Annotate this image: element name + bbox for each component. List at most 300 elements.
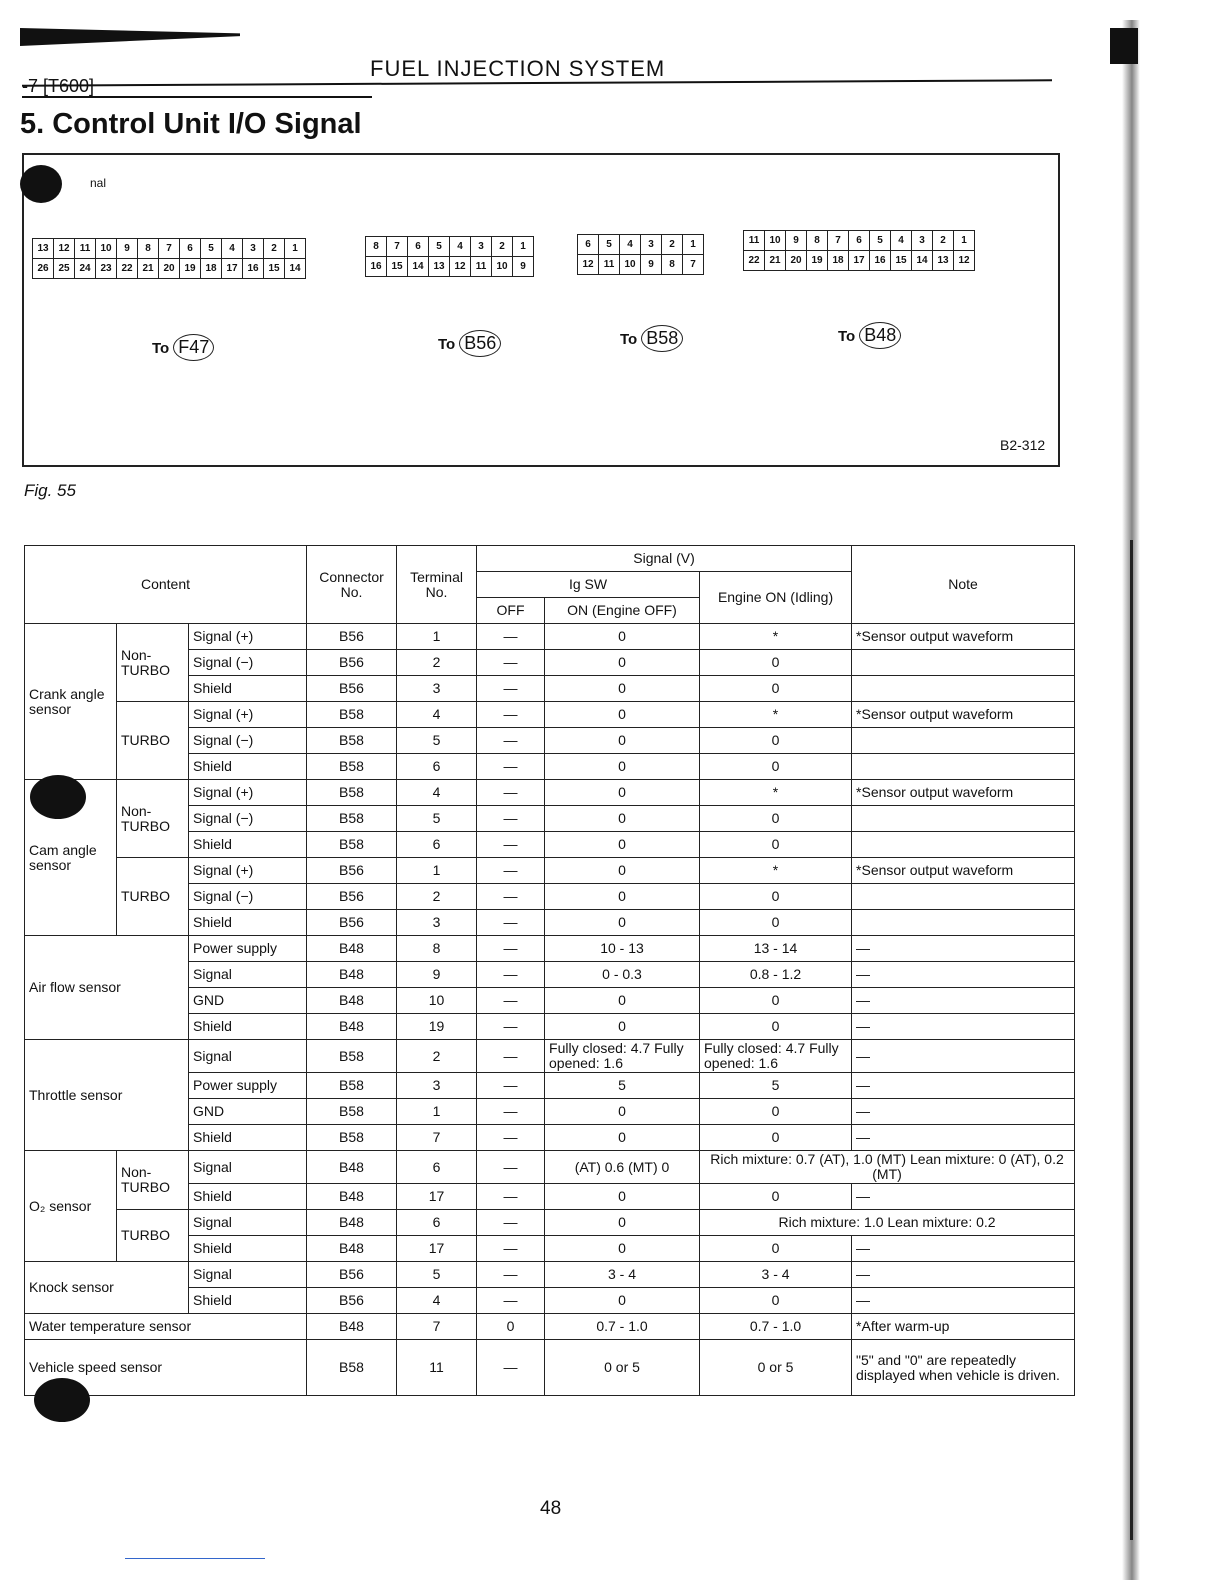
pin-cell: 2 [492,237,513,257]
pin-cell: 11 [75,239,96,259]
pin-cell: 14 [285,259,306,279]
note [852,650,1075,676]
table-row [25,1262,1075,1288]
group-airflow: Air flow sensor [25,936,189,1040]
off: — [477,754,545,780]
eng: 0 [700,806,852,832]
conn: B56 [307,650,397,676]
term: 7 [397,1125,477,1151]
conn: B58 [307,832,397,858]
pin-cell: 11 [471,257,492,277]
conn: B56 [307,884,397,910]
pin-cell: 17 [849,251,870,271]
table-row [25,1210,1075,1236]
item: Signal (−) [189,806,307,832]
item: Signal (−) [189,650,307,676]
off: — [477,1210,545,1236]
on: 0 [545,1210,700,1236]
eng: * [700,858,852,884]
eng: 0 [700,1099,852,1125]
on: 10 - 13 [545,936,700,962]
connector-id: B58 [641,325,683,352]
off: — [477,910,545,936]
group-o2: O₂ sensor [25,1151,117,1262]
page-number: 48 [540,1498,562,1519]
item: GND [189,1099,307,1125]
pin-cell: 1 [683,235,704,255]
on: 3 - 4 [545,1262,700,1288]
off: — [477,832,545,858]
note [852,754,1075,780]
note: — [852,936,1075,962]
pin-cell: 8 [366,237,387,257]
figure-caption: Fig. 55 [24,481,76,500]
eng: 0 [700,1184,852,1210]
connector-b56-top-row [366,237,534,257]
header-connector: Connector No. [307,546,397,624]
conn: B58 [307,1073,397,1099]
pin-cell: 6 [849,231,870,251]
pin-cell: 10 [492,257,513,277]
term: 4 [397,1288,477,1314]
scan-edge-line [1130,540,1133,1540]
term: 8 [397,936,477,962]
eng: * [700,780,852,806]
connector-b58-bottom-row [578,255,704,275]
term: 2 [397,650,477,676]
on: 0 [545,884,700,910]
note: — [852,1184,1075,1210]
conn: B48 [307,962,397,988]
term: 1 [397,858,477,884]
off: — [477,1099,545,1125]
off: — [477,884,545,910]
note: — [852,1288,1075,1314]
on: 0 [545,1099,700,1125]
item: Signal (+) [189,858,307,884]
term: 6 [397,1151,477,1184]
term: 17 [397,1236,477,1262]
term: 3 [397,1073,477,1099]
pin-cell: 4 [891,231,912,251]
on: 0 [545,1184,700,1210]
eng-note-merged: Rich mixture: 0.7 (AT), 1.0 (MT) Lean mixture: 0 (AT), 0.2 (MT) [700,1151,1075,1184]
on: 0 [545,1125,700,1151]
subgroup-turbo: TURBO [117,858,189,936]
pin-cell: 24 [75,259,96,279]
group-cam: Cam angle sensor [25,780,117,936]
table-row [25,1040,1075,1073]
off: — [477,702,545,728]
pin-cell: 25 [54,259,75,279]
conn: B56 [307,858,397,884]
group-crank: Crank angle sensor [25,624,117,780]
item: Shield [189,832,307,858]
to-b48-label [838,322,901,349]
item: Power supply [189,1073,307,1099]
term: 9 [397,962,477,988]
scan-edge-mark [1110,28,1138,64]
on: 5 [545,1073,700,1099]
pin-cell: 8 [138,239,159,259]
header-row [25,546,1075,572]
pin-cell: 20 [159,259,180,279]
pin-cell: 1 [954,231,975,251]
header-content: Content [25,546,307,624]
group-speed: Vehicle speed sensor [25,1340,307,1396]
conn: B58 [307,702,397,728]
off: — [477,624,545,650]
pin-cell: 23 [96,259,117,279]
off: — [477,1184,545,1210]
connector-id: B56 [459,330,501,357]
note [852,728,1075,754]
off: — [477,806,545,832]
item: GND [189,988,307,1014]
header-igsw: Ig SW [477,572,700,598]
connector-id: F47 [173,334,214,361]
eng-note-merged: Rich mixture: 1.0 Lean mixture: 0.2 [700,1210,1075,1236]
conn: B58 [307,780,397,806]
connector-figure [22,153,1060,467]
note: *Sensor output waveform [852,858,1075,884]
pin-cell: 2 [264,239,285,259]
table-row [25,780,1075,806]
table-row [25,624,1075,650]
conn: B48 [307,936,397,962]
term: 6 [397,1210,477,1236]
pin-cell: 12 [450,257,471,277]
note: — [852,1099,1075,1125]
connector-b58 [577,234,704,275]
off: — [477,1340,545,1396]
note [852,806,1075,832]
pin-cell: 2 [933,231,954,251]
term: 1 [397,1099,477,1125]
table-row [25,1340,1075,1396]
eng: * [700,624,852,650]
group-knock: Knock sensor [25,1262,189,1314]
pin-cell: 9 [513,257,534,277]
eng: 13 - 14 [700,936,852,962]
to-b56-label [438,330,501,357]
pin-cell: 8 [662,255,683,275]
table-row [25,858,1075,884]
eng: 3 - 4 [700,1262,852,1288]
off: — [477,1014,545,1040]
connector-f47 [32,238,306,279]
pin-cell: 18 [828,251,849,271]
conn: B48 [307,1236,397,1262]
note: — [852,1262,1075,1288]
punch-hole [30,775,86,819]
conn: B58 [307,806,397,832]
item: Shield [189,1014,307,1040]
pin-cell: 14 [912,251,933,271]
eng: 0 [700,1125,852,1151]
section-title: 5. Control Unit I/O Signal [20,108,362,140]
eng: 0 [700,1236,852,1262]
item: Signal (+) [189,780,307,806]
on: 0 [545,1288,700,1314]
conn: B56 [307,676,397,702]
connector-b48-top-row [744,231,975,251]
pin-cell: 11 [599,255,620,275]
punch-hole [20,165,62,203]
conn: B48 [307,1151,397,1184]
note [852,676,1075,702]
conn: B56 [307,910,397,936]
subgroup-nonturbo: Non-TURBO [117,780,189,858]
connector-f47-bottom-row [33,259,306,279]
note [852,884,1075,910]
eng: 5 [700,1073,852,1099]
conn: B48 [307,1014,397,1040]
note: — [852,962,1075,988]
pin-cell: 3 [471,237,492,257]
item: Shield [189,754,307,780]
eng: 0 [700,650,852,676]
conn: B58 [307,1040,397,1073]
header-bar [20,28,240,46]
conn: B58 [307,754,397,780]
off: — [477,858,545,884]
note: — [852,1014,1075,1040]
pin-cell: 9 [117,239,138,259]
note: *Sensor output waveform [852,780,1075,806]
pin-cell: 16 [366,257,387,277]
off: — [477,936,545,962]
item: Shield [189,1288,307,1314]
note [852,910,1075,936]
pin-cell: 6 [408,237,429,257]
term: 10 [397,988,477,1014]
conn: B48 [307,1184,397,1210]
note [852,832,1075,858]
note: — [852,1125,1075,1151]
group-water: Water temperature sensor [25,1314,307,1340]
item: Power supply [189,936,307,962]
conn: B56 [307,1262,397,1288]
pin-cell: 10 [96,239,117,259]
pin-cell: 12 [54,239,75,259]
off: 0 [477,1314,545,1340]
item: Signal (+) [189,624,307,650]
item: Signal [189,1210,307,1236]
eng: 0 [700,1288,852,1314]
pin-cell: 12 [578,255,599,275]
term: 6 [397,754,477,780]
eng: 0 or 5 [700,1340,852,1396]
off: — [477,1236,545,1262]
pin-cell: 5 [429,237,450,257]
connector-b48 [743,230,975,271]
pin-cell: 3 [641,235,662,255]
item: Signal (−) [189,884,307,910]
pin-cell: 21 [138,259,159,279]
on: 0 [545,780,700,806]
item: Signal [189,962,307,988]
header-terminal: Terminal No. [397,546,477,624]
pin-cell: 9 [786,231,807,251]
note: — [852,1073,1075,1099]
on: 0 [545,728,700,754]
connector-b56-bottom-row [366,257,534,277]
punch-hole [34,1378,90,1422]
bottom-rule [125,1558,265,1559]
eng: 0.8 - 1.2 [700,962,852,988]
pin-cell: 4 [450,237,471,257]
on: 0 [545,806,700,832]
pin-cell: 4 [222,239,243,259]
header-signal: Signal (V) [477,546,852,572]
pin-cell: 5 [599,235,620,255]
pin-cell: 5 [870,231,891,251]
conn: B58 [307,1340,397,1396]
on: 0 or 5 [545,1340,700,1396]
eng: 0 [700,910,852,936]
eng: 0 [700,988,852,1014]
on: 0 [545,858,700,884]
eng: 0 [700,1014,852,1040]
item: Signal (−) [189,728,307,754]
conn: B48 [307,1210,397,1236]
pin-cell: 2 [662,235,683,255]
term: 4 [397,780,477,806]
term: 17 [397,1184,477,1210]
item: Signal (+) [189,702,307,728]
term: 2 [397,884,477,910]
off: — [477,1288,545,1314]
pin-cell: 8 [807,231,828,251]
note: — [852,988,1075,1014]
header-on: ON (Engine OFF) [545,598,700,624]
to-f47-label [152,334,214,361]
header-off: OFF [477,598,545,624]
group-throttle: Throttle sensor [25,1040,189,1151]
on: 0 [545,624,700,650]
term: 3 [397,910,477,936]
off: — [477,1151,545,1184]
off: — [477,650,545,676]
pin-cell: 4 [620,235,641,255]
pin-cell: 1 [285,239,306,259]
pin-cell: 15 [264,259,285,279]
eng: 0 [700,728,852,754]
eng: 0.7 - 1.0 [700,1314,852,1340]
pin-cell: 1 [513,237,534,257]
item: Shield [189,910,307,936]
conn: B58 [307,728,397,754]
connector-id: B48 [859,322,901,349]
pin-cell: 19 [807,251,828,271]
item: Shield [189,676,307,702]
off: — [477,1262,545,1288]
off: — [477,988,545,1014]
pin-cell: 7 [828,231,849,251]
to-word: To [838,328,856,345]
table-row [25,1314,1075,1340]
pin-cell: 26 [33,259,54,279]
item: Shield [189,1184,307,1210]
eng: Fully closed: 4.7 Fully opened: 1.6 [700,1040,852,1073]
eng: 0 [700,676,852,702]
pin-cell: 22 [117,259,138,279]
term: 6 [397,832,477,858]
note: *Sensor output waveform [852,702,1075,728]
item: Signal [189,1151,307,1184]
off: — [477,676,545,702]
pin-cell: 16 [243,259,264,279]
off: — [477,1125,545,1151]
pin-cell: 14 [408,257,429,277]
pin-cell: 10 [765,231,786,251]
term: 4 [397,702,477,728]
off: — [477,1040,545,1073]
term: 11 [397,1340,477,1396]
table-row [25,1151,1075,1184]
item: Shield [189,1125,307,1151]
subgroup-turbo: TURBO [117,702,189,780]
pin-cell: 21 [765,251,786,271]
note: — [852,1040,1075,1073]
on: 0 [545,1236,700,1262]
on: 0 [545,754,700,780]
pin-cell: 9 [641,255,662,275]
on: Fully closed: 4.7 Fully opened: 1.6 [545,1040,700,1073]
note: *Sensor output waveform [852,624,1075,650]
table-row [25,702,1075,728]
on: 0 [545,1014,700,1040]
conn: B48 [307,1314,397,1340]
term: 3 [397,676,477,702]
pin-cell: 13 [933,251,954,271]
on: 0 [545,988,700,1014]
conn: B56 [307,624,397,650]
term: 19 [397,1014,477,1040]
on: 0 [545,832,700,858]
pin-cell: 16 [870,251,891,271]
on: 0 - 0.3 [545,962,700,988]
to-word: To [620,331,638,348]
pin-cell: 15 [387,257,408,277]
note: *After warm-up [852,1314,1075,1340]
to-b58-label [620,325,683,352]
off: — [477,780,545,806]
eng: * [700,702,852,728]
to-word: To [438,336,456,353]
pin-cell: 7 [159,239,180,259]
term: 7 [397,1314,477,1340]
connector-b56 [365,236,534,277]
pin-cell: 12 [954,251,975,271]
pin-cell: 5 [201,239,222,259]
subgroup-turbo: TURBO [117,1210,189,1262]
off: — [477,962,545,988]
term: 5 [397,728,477,754]
header-engine-on: Engine ON (Idling) [700,572,852,624]
item: Signal [189,1262,307,1288]
pin-cell: 7 [683,255,704,275]
pin-cell: 22 [744,251,765,271]
io-signal-table [24,545,1075,1396]
on: 0.7 - 1.0 [545,1314,700,1340]
conn: B56 [307,1288,397,1314]
pin-cell: 13 [33,239,54,259]
pin-cell: 6 [180,239,201,259]
on: 0 [545,702,700,728]
pin-cell: 10 [620,255,641,275]
